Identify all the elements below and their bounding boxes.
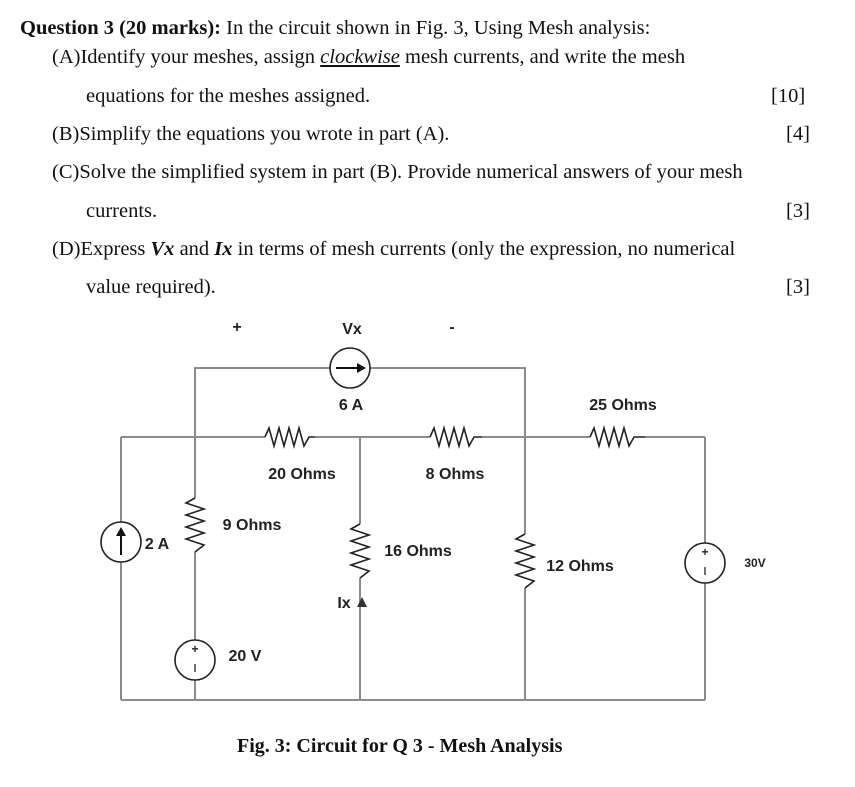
part-c-text: Solve the simplified system in part (B). Provide numerical answers of your mesh — [79, 161, 743, 183]
current-source-2a — [101, 522, 141, 562]
r12-label: 12 Ohms — [546, 558, 614, 575]
part-d-and: and — [179, 238, 210, 260]
resistor-25-ohms — [590, 428, 645, 446]
part-d-line2: value required). — [86, 276, 216, 298]
ix-label: Ix — [337, 595, 351, 612]
vx-minus-sign: - — [449, 319, 455, 336]
resistor-9-ohms — [186, 498, 204, 552]
part-a-text-post: mesh currents, and write the mesh — [405, 46, 686, 68]
voltage-source-30v — [685, 543, 725, 583]
r25-label: 25 Ohms — [589, 397, 657, 414]
part-a-text-pre: Identify your meshes, assign — [80, 46, 316, 68]
part-a-emphasis: clockwise — [320, 46, 400, 68]
r20-label: 20 Ohms — [268, 466, 336, 483]
current-source-6a — [330, 348, 370, 388]
vs-20v-label: 20 V — [228, 648, 262, 665]
vs20-plus: + — [191, 642, 199, 656]
part-c-line2: currents. — [86, 200, 158, 222]
part-c-marks: [3] — [786, 200, 810, 222]
part-b-marks: [4] — [786, 123, 810, 145]
r9-label: 9 Ohms — [222, 517, 282, 534]
cs-2a-label: 2 A — [144, 536, 170, 553]
part-c-label: (C) — [52, 161, 80, 183]
resistor-8-ohms — [430, 428, 482, 446]
voltage-source-20v — [175, 640, 215, 680]
question-title: Question 3 (20 marks): — [20, 17, 222, 39]
question-intro: In the circuit shown in Fig. 3, Using Mesh analysis: — [226, 17, 651, 39]
part-a-label: (A) — [52, 46, 81, 68]
resistor-16-ohms — [351, 524, 369, 578]
figure-caption: Fig. 3: Circuit for Q 3 - Mesh Analysis — [237, 735, 563, 757]
ix-arrow — [357, 597, 367, 607]
part-a-line2: equations for the meshes assigned. — [86, 85, 371, 107]
part-d-marks: [3] — [786, 276, 810, 298]
part-a-marks: [10] — [771, 85, 806, 107]
resistor-20-ohms — [265, 428, 315, 446]
part-b-text: Simplify the equations you wrote in part (A). — [79, 123, 450, 145]
part-d-vx: Vx — [150, 238, 175, 260]
cs-6a-label: 6 A — [338, 397, 364, 414]
part-b-label: (B) — [52, 123, 80, 145]
resistor-12-ohms — [516, 534, 534, 588]
part-d-post: in terms of mesh currents (only the expression, no numerical — [237, 238, 736, 260]
vx-plus-sign: + — [232, 319, 242, 336]
part-d-pre: Express — [80, 238, 146, 260]
part-d-label: (D) — [52, 238, 81, 260]
r8-label: 8 Ohms — [425, 466, 485, 483]
part-d-ix: Ix — [214, 238, 233, 260]
vs30-plus: + — [701, 545, 709, 559]
vs-30v-label: 30V — [744, 556, 766, 570]
vx-label: Vx — [342, 321, 362, 338]
r16-label: 16 Ohms — [384, 543, 452, 560]
